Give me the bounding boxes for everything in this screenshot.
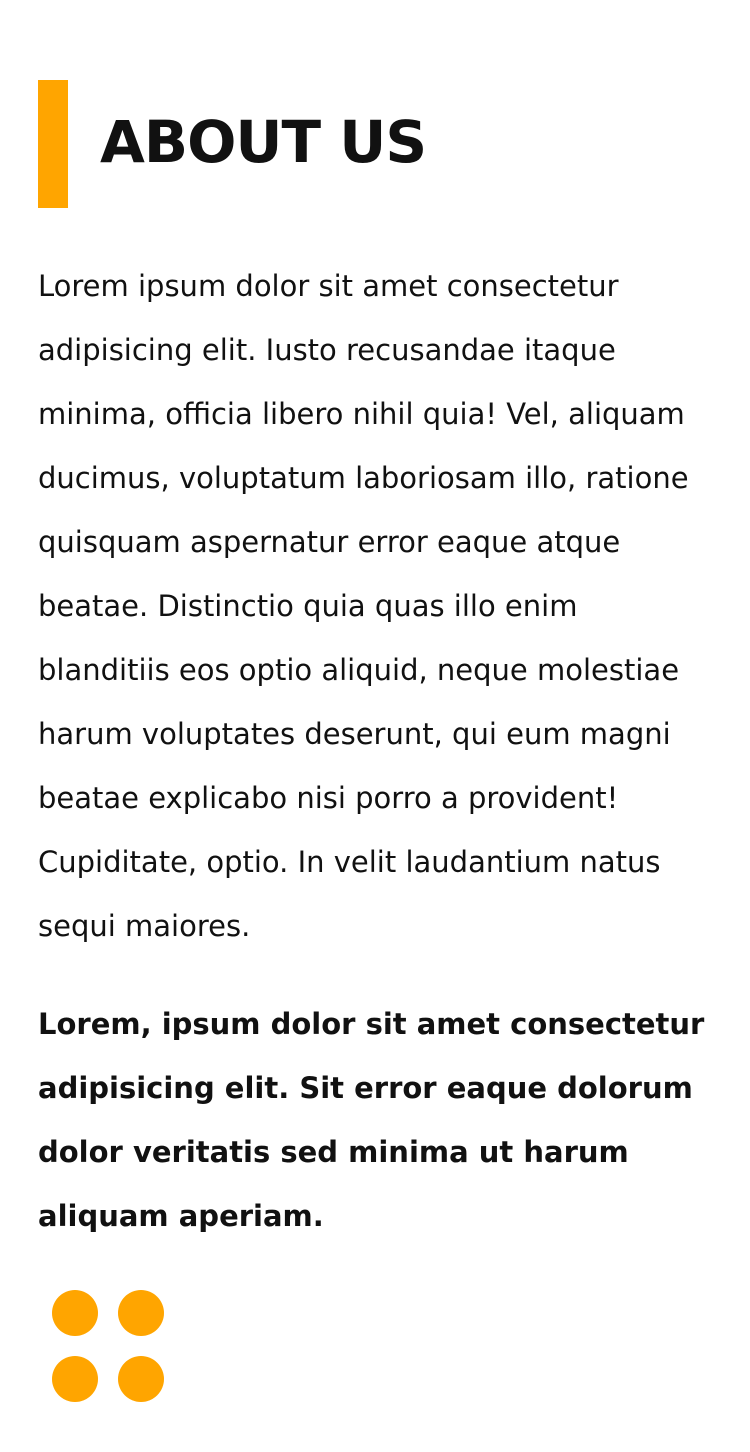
dot-icon: [118, 1356, 164, 1402]
dot-icon: [118, 1290, 164, 1336]
about-bold-paragraph: Lorem, ipsum dolor sit amet consectetur adipisicing elit. Sit error eaque dolorum dolor veritatis sed minima ut harum aliquam aperiam.: [38, 1007, 705, 1233]
dot-icon: [52, 1356, 98, 1402]
about-section: [38, 80, 708, 1248]
section-heading: [38, 80, 708, 208]
about-paragraph: Lorem ipsum dolor sit amet consectetur adipisicing elit. Iusto recusandae itaque minima, officia libero nihil quia! Vel, aliquam ducimus, voluptatum laboriosam illo, ratione quisquam aspernatur error eaque atque beatae. Distinctio quia quas illo enim blanditiis eos optio aliquid, neque molestiae harum voluptates deserunt, qui eum magni beatae explicabo nisi porro a provident! Cupiditate, optio. In velit laudantium natus sequi maiores.: [38, 269, 689, 943]
dot-icon: [52, 1290, 98, 1336]
four-dots-grid-icon: [52, 1290, 164, 1402]
accent-bar: [38, 80, 68, 208]
page-title: ABOUT US: [100, 108, 427, 176]
